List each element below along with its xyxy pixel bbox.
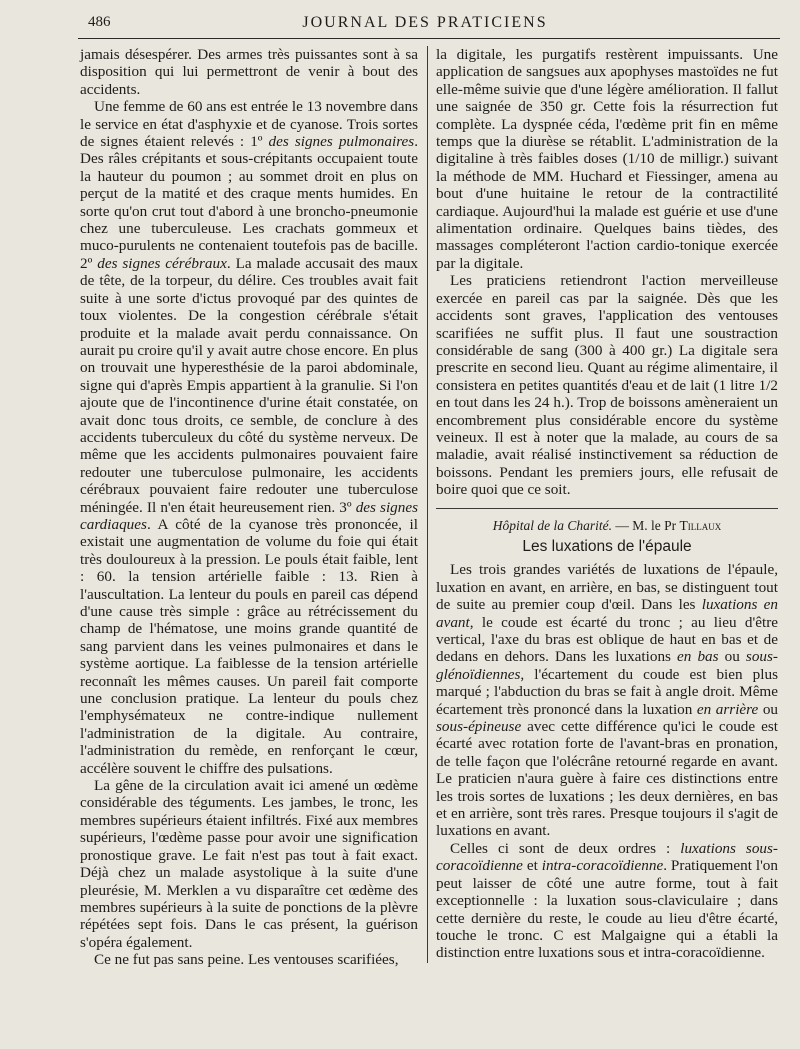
page-number: 486 <box>88 14 111 30</box>
author-name: Tillaux <box>679 517 722 533</box>
left-column <box>80 46 418 969</box>
column-divider <box>427 46 428 963</box>
paragraph: la digitale, les purgatifs restèrent impuissants. Une application de sangsues aux apophyses mastoïdes ne fut elle-même suivie que d'une légère amélioration. Il fallut une saignée de 350 gr. Cette fois la résurrection fut complète. La dyspnée céda, l'œdème prit fin en même temps que la diurèse se rétablit. L'administration de la digitaline à très faibles doses (1/10 de milligr.) suivant la méthode de MM. Huchard et Fiessinger, amena au bout d'une huitaine le retour de la contractilité cardiaque. Aujourd'hui la malade est guérie et use d'une alimentation ordinaire. Quelques bains tièdes, des massages compléteront l'action cardio-tonique exercée par la digitale. <box>436 46 778 272</box>
running-head <box>70 12 780 38</box>
section-separator <box>436 508 778 509</box>
paragraph: Une femme de 60 ans est entrée le 13 novembre dans le service en état d'asphyxie et de cyanose. Trois sortes de signes étaient relevés : 1º des signes pulmonaires. Des râles crépitants et sous-crépitants occupaient toute la hauteur du poumon ; au sommet droit en plus on perçut de la matité et des craque ments humides. En sorte qu'on crut tout d'abord à une broncho-pneumonie chez une tuberculeuse. Les crachats gommeux et muco-purulents ne contenaient toutefois pas de bacille. 2º des signes cérébraux. La malade accusait des maux de tête, de la torpeur, du délire. Ces troubles avait fait suite à une sorte d'ictus provoqué par des quintes de toux violentes. De la congestion cérébrale s'était produite et la malade avait perdu connaissance. On aurait pu croire qu'il y avait autre chose encore. En plus on trouvait une hyperesthésie de la paroi abdominale, signe qui d'après Empis appartient à la granulie. Si l'on ajoute que de l'incontinence d'urine était constatée, on avait donc tous droits, ce semble, de conclure à des accidents tuberculeux du côté du système nerveux. De même que les accidents pulmonaires pouvaient faire redouter une tuberculose pulmonaire, les accidents cérébraux pouvaient faire redouter une tuberculose méningée. Il n'en était heureusement rien. 3º des signes cardiaques. A côté de la cyanose très prononcée, il existait une augmentation de volume du foie qui était très douloureux à la pression. Le pouls était faible, lent : 60. la tension artérielle faible : 13. Rien à l'auscultation. La lenteur du pouls en pareil cas dépend d'une cause très simple : grâce au rétrécissement du champ de l'hématose, une moins grande quantité de sang parvient dans les veines pulmonaires et dans le système aortique. La faiblesse de la tension artérielle reconnaît les mêmes causes. Un pareil fait comporte une conclusion pratique. La lenteur du pouls chez l'emphysémateux ne contre-indique nullement l'administration de la digitale. Au contraire, l'administration du remède, en renforçant le cœur, accélère souvent le chiffre des pulsations. <box>80 98 419 777</box>
article-byline: Hôpital de la Charité. — M. le Pr Tillaux <box>492 517 722 533</box>
right-column <box>436 46 778 962</box>
paragraph: La gêne de la circulation avait ici amené un œdème considérable des téguments. Les jambes, le tronc, les membres supérieurs étaient infiltrés. Fixé aux membres supérieurs, l'œdème passe pour avoir une signification pronostique grave. Le fait n'est pas tout à fait exact. Déjà chez un malade asystolique à la suite d'une pleurésie, M. Merklen a vu disparaître cet œdème des membres supérieurs à la suite de ponctions de la plèvre répétées sept fois. Dans le cas présent, la guérison s'opéra également. <box>80 777 418 951</box>
journal-title: JOURNAL DES PRATICIENS <box>302 14 548 31</box>
hospital-name: Hôpital de la Charité. <box>492 517 612 533</box>
article-title: Les luxations de l'épaule <box>522 537 692 555</box>
paragraph: jamais désespérer. Des armes très puissantes sont à sa disposition qui lui permettront de venir à bout des accidents. <box>80 46 418 98</box>
header-rule <box>78 38 780 39</box>
paragraph: Les praticiens retiendront l'action merveilleuse exercée en pareil cas par la saignée. Dès que les accidents sont graves, l'application des ventouses scarifiées ne suffit plus. Il faut une soustraction considérable de sang (300 à 400 gr.) La digitale sera prescrite en second lieu. Quant au régime alimentaire, il consistera en petites quantités d'eau et de lait (1 litre 1/2 en tout dans les 24 h.). Trop de boissons amèneraient un encombrement plus considérable encore du système veineux. Il est à noter que la malade, au cours de sa maladie, avait réalisé instinctivement sa réduction de boissons. Pendant les premiers jours, elle refusait de boire quoi que ce soit. <box>436 272 778 499</box>
paragraph: Ce ne fut pas sans peine. Les ventouses scarifiées, <box>94 951 399 969</box>
paragraph: Celles ci sont de deux ordres : luxations sous-coracoïdienne et intra-coracoïdienne. Pratiquement l'on peut laisser de côté une autre forme, tout à fait exceptionnelle : la luxation sous-claviculaire ; dans cette dernière du reste, le coude au lieu d'être écarté, touche le tronc. C est Malgaigne qui a établi la distinction entre luxations sous et intra-coracoïdienne. <box>436 839 778 962</box>
paragraph: Les trois grandes variétés de luxations de l'épaule, luxation en avant, en arrière, en bas, se distinguent tout de suite au premier coup d'œil. Dans les luxations en avant, le coude est écarté du tronc ; au lieu d'être vertical, l'axe du bras est oblique de haut en bas et de dedans en dehors. Dans les luxations en bas ou sous-glénoïdiennes, l'écartement du coude est bien plus marqué ; l'abduction du bras se fait à angle droit. Même écartement très prononcé dans la luxation en arrière ou sous-épineuse avec cette différence qu'ici le coude est écarté avec rotation forte de l'avant-bras en pronation, de telle façon que l'olécrâne retourné regarde en avant. Le praticien n'aura guère à faire ces distinctions entre les trois sortes de luxations ; les deux dernières, en bas et en arrière, sont très rares. Presque toujours il s'agit de luxations en avant. <box>436 561 778 840</box>
